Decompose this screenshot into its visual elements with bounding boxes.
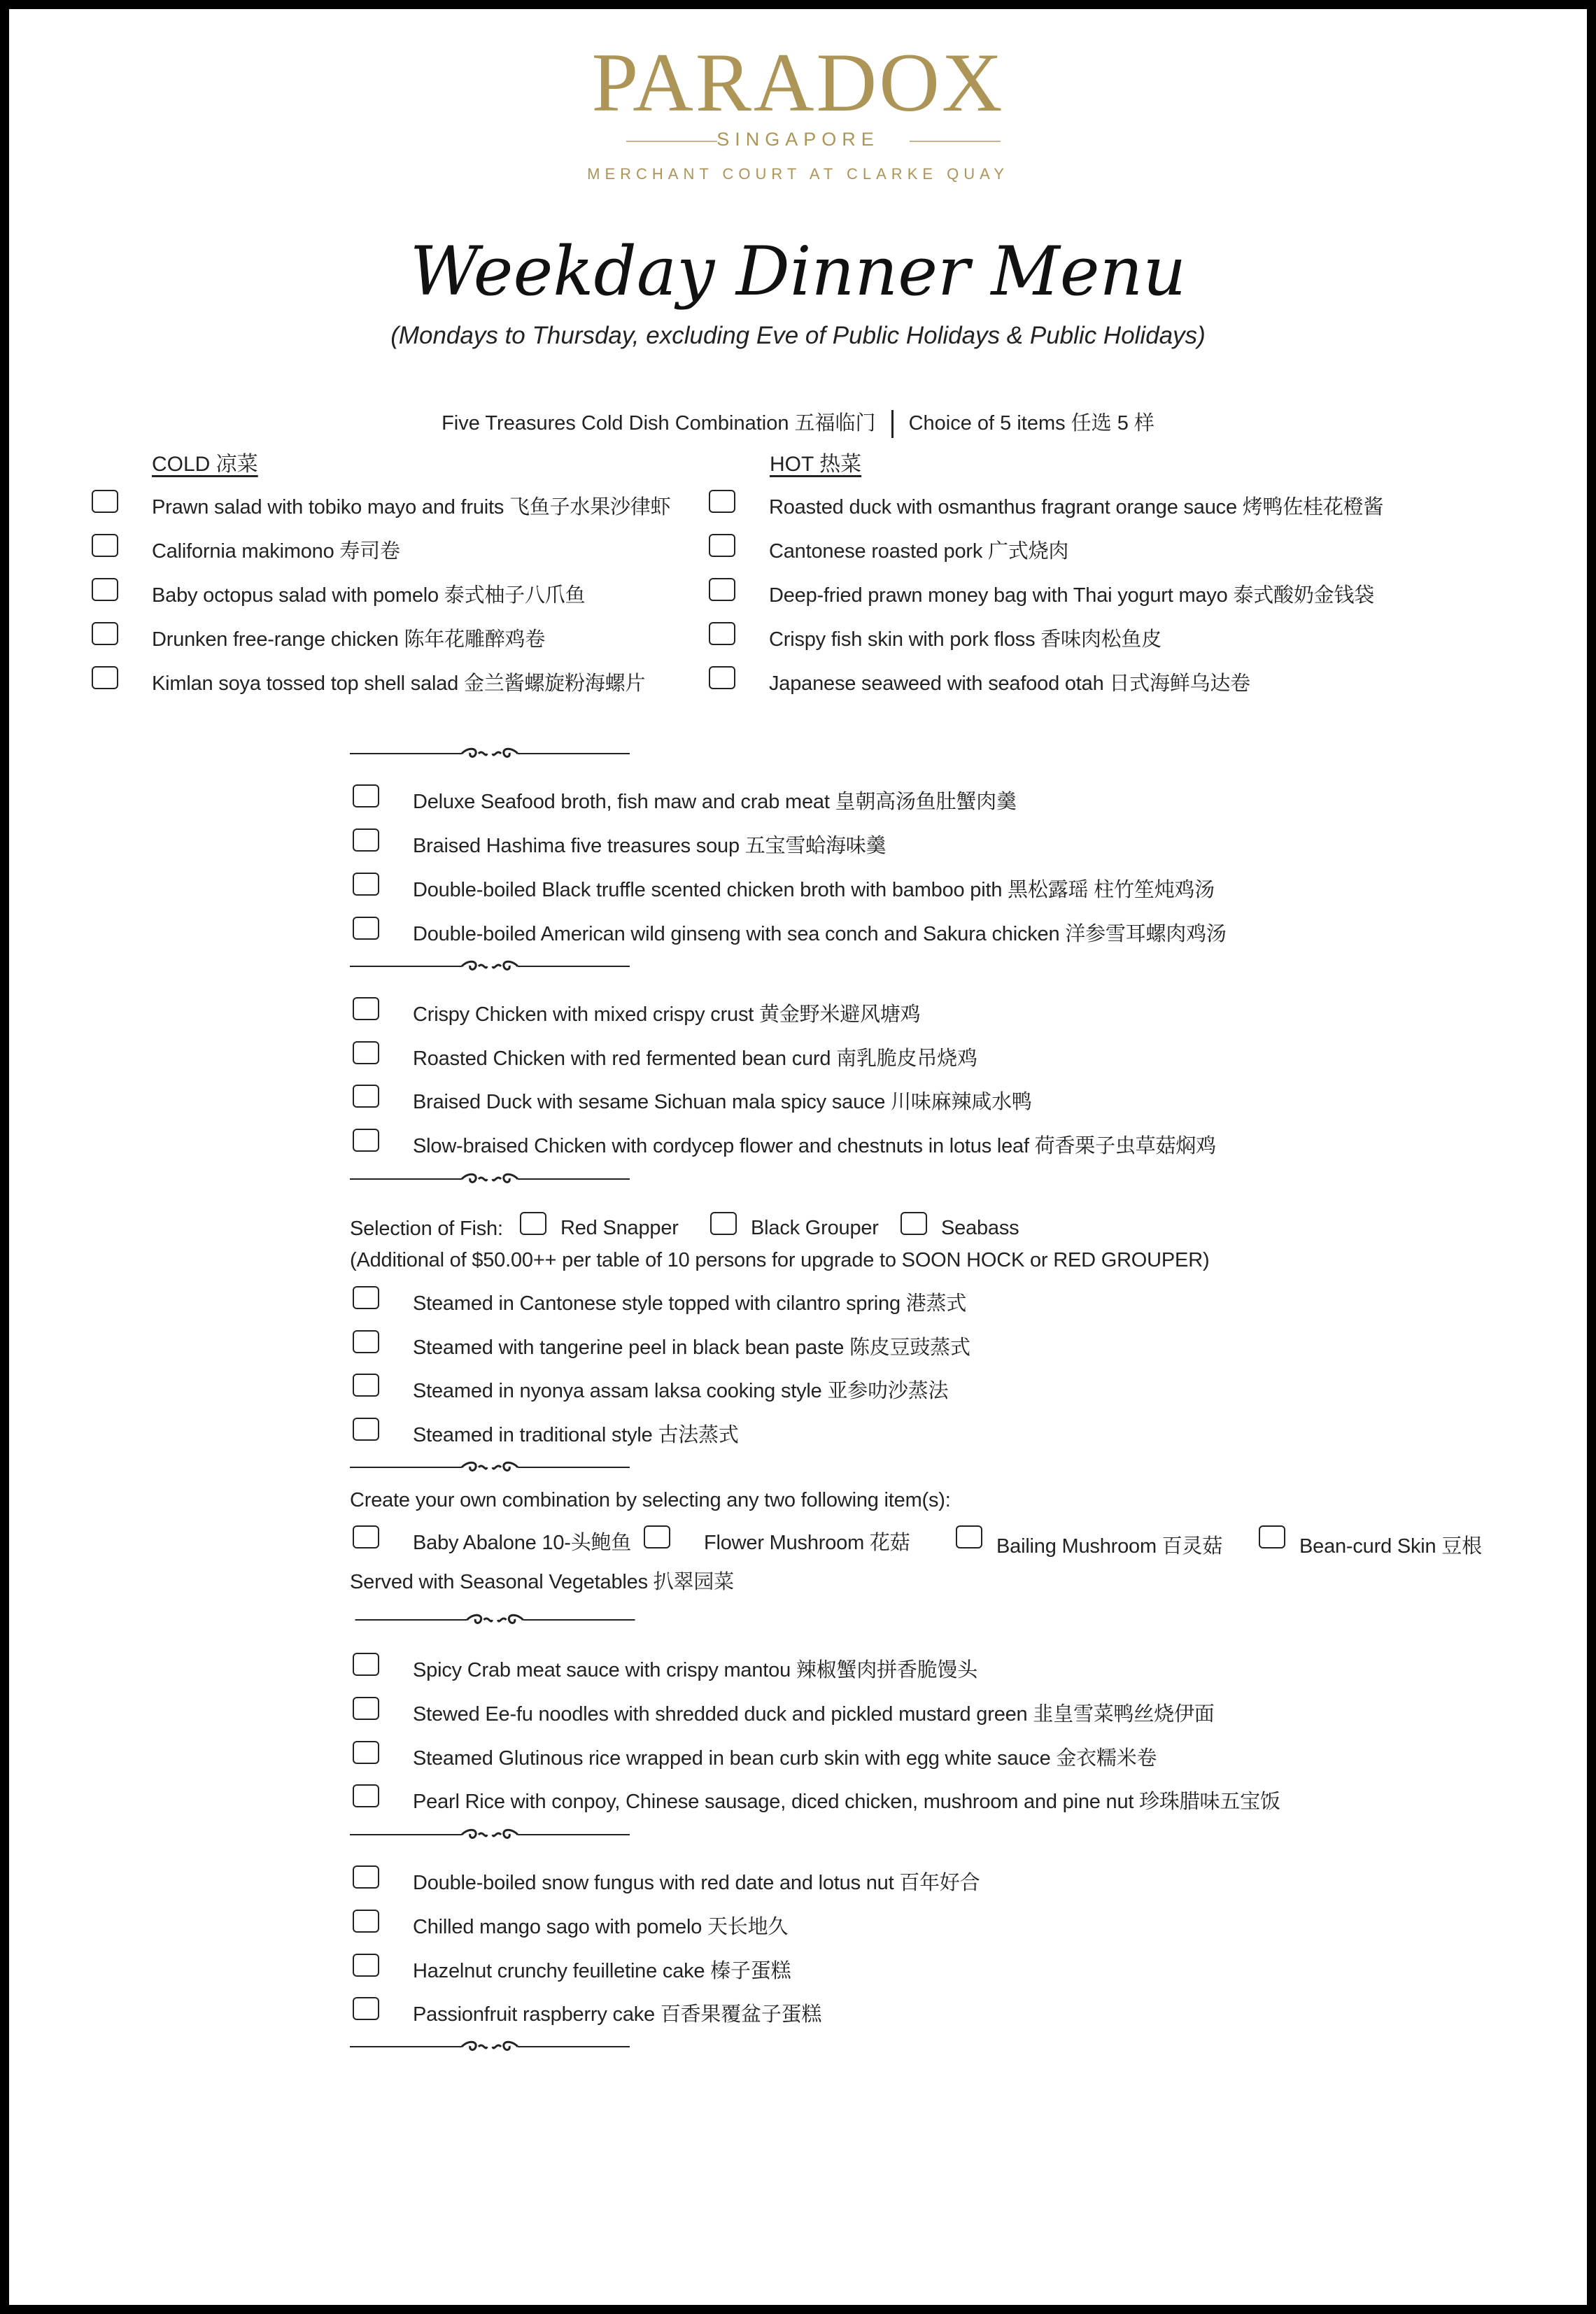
ornament-divider: [350, 1169, 630, 1190]
menu-title: Weekday Dinner Menu: [409, 232, 1187, 311]
checkbox[interactable]: [353, 1041, 379, 1064]
checkbox[interactable]: [353, 1418, 379, 1441]
logo-location: SINGAPORE: [716, 129, 880, 150]
ornament-divider: [350, 1609, 640, 1630]
separator-bar: [891, 410, 894, 438]
item-label: Hazelnut crunchy feuilletine cake 榛子蛋糕: [413, 1960, 791, 1982]
checkbox[interactable]: [353, 1129, 379, 1152]
item-label: Kimlan soya tossed top shell salad 金兰酱螺旋粉海螺片: [152, 672, 646, 695]
item-label: Roasted Chicken with red fermented bean curd 南乳脆皮吊烧鸡: [413, 1047, 977, 1070]
item-label: Deep-fried prawn money bag with Thai yogurt mayo 泰式酸奶金钱袋: [769, 584, 1375, 607]
ornament-divider: [350, 1824, 630, 1845]
ornament-divider: [350, 956, 630, 977]
item-label: Seabass: [941, 1217, 1019, 1239]
cold-heading: COLD 凉菜: [152, 453, 258, 476]
checkbox[interactable]: [353, 1865, 379, 1889]
item-label: Baby octopus salad with pomelo 泰式柚子八爪鱼: [152, 584, 586, 607]
item-label: Stewed Ee-fu noodles with shredded duck and pickled mustard green 韭皇雪菜鸭丝烧伊面: [413, 1703, 1215, 1726]
checkbox[interactable]: [709, 534, 735, 557]
checkbox[interactable]: [710, 1212, 737, 1235]
checkbox[interactable]: [92, 666, 118, 689]
checkbox[interactable]: [353, 1330, 379, 1353]
checkbox[interactable]: [353, 784, 379, 807]
item-label: Flower Mushroom 花菇: [704, 1532, 910, 1554]
item-label: Roasted duck with osmanthus fragrant orange sauce 烤鸭佐桂花橙酱: [769, 496, 1384, 518]
item-label: Steamed in nyonya assam laksa cooking style 亚参叻沙蒸法: [413, 1380, 949, 1402]
item-label: Steamed in traditional style 古法蒸式: [413, 1424, 739, 1446]
checkbox[interactable]: [92, 622, 118, 645]
checkbox[interactable]: [901, 1212, 927, 1235]
served-with: Served with Seasonal Vegetables 扒翠园菜: [350, 1571, 734, 1593]
ornament-divider: [350, 2036, 630, 2057]
hot-heading: HOT 热菜: [770, 453, 862, 476]
item-label: Drunken free-range chicken 陈年花雕醉鸡卷: [152, 628, 546, 651]
checkbox[interactable]: [353, 1525, 379, 1548]
checkbox[interactable]: [353, 828, 379, 852]
checkbox[interactable]: [92, 578, 118, 601]
checkbox[interactable]: [709, 578, 735, 601]
checkbox[interactable]: [1259, 1525, 1285, 1548]
checkbox[interactable]: [353, 1653, 379, 1676]
checkbox[interactable]: [353, 1697, 379, 1720]
item-label: Crispy Chicken with mixed crispy crust 黄金野米避风塘鸡: [413, 1003, 921, 1026]
item-label: Spicy Crab meat sauce with crispy mantou 辣椒蟹肉拼香脆馒头: [413, 1659, 978, 1681]
fish-label: Selection of Fish:: [350, 1218, 503, 1240]
item-label: Steamed in Cantonese style topped with cilantro spring 港蒸式: [413, 1292, 967, 1315]
checkbox[interactable]: [353, 1374, 379, 1397]
item-label: Braised Duck with sesame Sichuan mala spicy sauce 川味麻辣咸水鸭: [413, 1091, 1032, 1113]
checkbox[interactable]: [353, 1286, 379, 1309]
checkbox[interactable]: [353, 1954, 379, 1977]
item-label: California makimono 寿司卷: [152, 540, 400, 563]
checkbox[interactable]: [353, 1910, 379, 1933]
item-label: Crispy fish skin with pork floss 香味肉松鱼皮: [769, 628, 1162, 651]
item-label: Braised Hashima five treasures soup 五宝雪蛤海味羹: [413, 835, 887, 857]
item-label: Deluxe Seafood broth, fish maw and crab meat 皇朝高汤鱼肚蟹肉羹: [413, 791, 1017, 813]
checkbox[interactable]: [709, 666, 735, 689]
checkbox[interactable]: [92, 534, 118, 557]
checkbox[interactable]: [353, 873, 379, 896]
checkbox[interactable]: [353, 1784, 379, 1807]
checkbox[interactable]: [353, 1741, 379, 1764]
item-label: Baby Abalone 10-头鲍鱼: [413, 1532, 632, 1554]
cold-combo-label: Five Treasures Cold Dish Combination 五福临门: [442, 412, 876, 435]
item-label: Bailing Mushroom 百灵菇: [996, 1535, 1223, 1558]
checkbox[interactable]: [709, 490, 735, 513]
item-label: Chilled mango sago with pomelo 天长地久: [413, 1916, 789, 1938]
cold-combo-choice: Choice of 5 items 任选 5 样: [908, 412, 1154, 435]
item-label: Cantonese roasted pork 广式烧肉: [769, 540, 1069, 563]
checkbox[interactable]: [520, 1212, 546, 1235]
checkbox[interactable]: [353, 1997, 379, 2020]
item-label: Prawn salad with tobiko mayo and fruits 飞鱼子水果沙律虾: [152, 496, 671, 518]
logo-wordmark: PARADOX: [591, 36, 1005, 129]
combination-label: Create your own combination by selecting any two following item(s):: [350, 1489, 951, 1511]
checkbox[interactable]: [353, 997, 379, 1020]
ornament-divider: [350, 1457, 630, 1478]
menu-subtitle: (Mondays to Thursday, excluding Eve of Public Holidays & Public Holidays): [390, 322, 1206, 349]
item-label: Double-boiled American wild ginseng with sea conch and Sakura chicken 洋参雪耳螺肉鸡汤: [413, 923, 1227, 945]
checkbox[interactable]: [644, 1525, 670, 1548]
item-label: Red Snapper: [560, 1217, 679, 1239]
checkbox[interactable]: [92, 490, 118, 513]
item-label: Black Grouper: [751, 1217, 879, 1239]
item-label: Steamed Glutinous rice wrapped in bean curb skin with egg white sauce 金衣糯米卷: [413, 1747, 1157, 1770]
item-label: Bean-curd Skin 豆根: [1299, 1535, 1482, 1558]
ornament-divider: [350, 743, 630, 764]
checkbox[interactable]: [956, 1525, 982, 1548]
item-label: Steamed with tangerine peel in black bean paste 陈皮豆豉蒸式: [413, 1336, 970, 1359]
checkbox[interactable]: [353, 917, 379, 940]
fish-upgrade-note: (Additional of $50.00++ per table of 10 persons for upgrade to SOON HOCK or RED GROUPER): [350, 1249, 1210, 1271]
item-label: Double-boiled snow fungus with red date and lotus nut 百年好合: [413, 1872, 980, 1894]
item-label: Slow-braised Chicken with cordycep flower and chestnuts in lotus leaf 荷香栗子虫草菇焖鸡: [413, 1135, 1216, 1157]
checkbox[interactable]: [353, 1085, 379, 1108]
item-label: Passionfruit raspberry cake 百香果覆盆子蛋糕: [413, 2003, 822, 2026]
cold-combo-line: [0, 407, 1596, 438]
checkbox[interactable]: [709, 622, 735, 645]
logo-tagline: MERCHANT COURT AT CLARKE QUAY: [587, 165, 1009, 183]
item-label: Pearl Rice with conpoy, Chinese sausage, diced chicken, mushroom and pine nut 珍珠腊味五宝饭: [413, 1791, 1280, 1813]
item-label: Japanese seaweed with seafood otah 日式海鲜乌达卷: [769, 672, 1250, 695]
item-label: Double-boiled Black truffle scented chicken broth with bamboo pith 黑松露瑶 柱竹笙炖鸡汤: [413, 879, 1215, 901]
